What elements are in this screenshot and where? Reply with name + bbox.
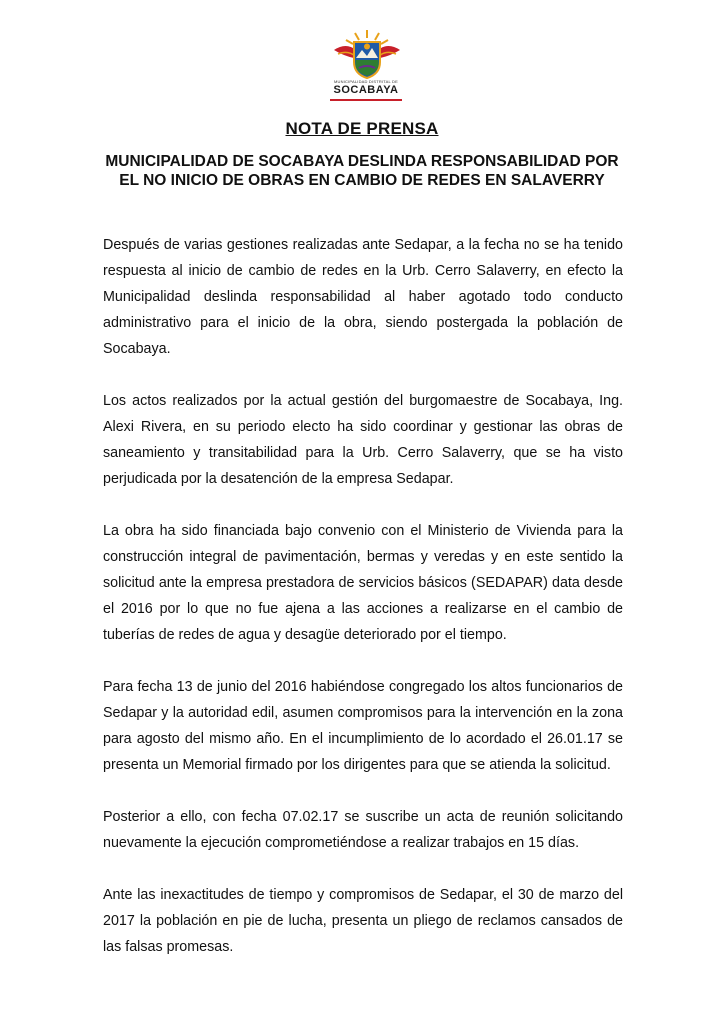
logo-underline <box>330 99 402 101</box>
paragraph: Ante las inexactitudes de tiempo y compromisos de Sedapar, el 30 de marzo del 2017 la población en pie de lucha, presenta un pliego de reclamos cansados de las falsas promesas. <box>103 887 623 955</box>
logo-caption: MUNICIPALIDAD DISTRITAL DE <box>333 79 399 84</box>
body-text <box>103 232 623 986</box>
crest-icon <box>326 28 408 80</box>
paragraph: Los actos realizados por la actual gestión del burgomaestre de Socabaya, Ing. Alexi Rivera, en su periodo electo ha sido coordinar y gestionar las obras de saneamiento y transitabilidad para la Urb. Cerro Salaverry, que se ha visto perjudicada por la desatención de la empresa Sedapar. <box>103 393 623 487</box>
document-title: NOTA DE PRENSA <box>285 119 439 138</box>
paragraph: Posterior a ello, con fecha 07.02.17 se suscribe un acta de reunión solicitando nuevamente la ejecución comprometiéndose a realizar trabajos en 15 días. <box>103 809 623 851</box>
paragraph: La obra ha sido financiada bajo convenio con el Ministerio de Vivienda para la construcción integral de pavimentación, bermas y veredas y en este sentido la solicitud ante la empresa prestadora de servicios básicos (SEDAPAR) data desde el 2016 por lo que no fue ajena a las acciones a realizarse en el cambio de tuberías de redes de agua y desagüe deteriorado por el tiempo. <box>103 523 623 643</box>
logo-name: SOCABAYA <box>333 84 399 96</box>
paragraph: Para fecha 13 de junio del 2016 habiéndose congregado los altos funcionarios de Sedapar y la autoridad edil, asumen compromisos para la intervención en la zona para agosto del mismo año. En el incumplimiento de lo acordado el 26.01.17 se presenta un Memorial firmado por los dirigentes para que se atienda la solicitud. <box>103 679 623 773</box>
headline: MUNICIPALIDAD DE SOCABAYA DESLINDA RESPONSABILIDAD POR EL NO INICIO DE OBRAS EN CAMBIO DE REDES EN SALAVERRY <box>105 153 619 189</box>
paragraph: Después de varias gestiones realizadas ante Sedapar, a la fecha no se ha tenido respuesta al inicio de cambio de redes en la Urb. Cerro Salaverry, en efecto la Municipalidad deslinda responsabilidad al haber agotado todo conducto administrativo para el inicio de la obra, siendo postergada la población de Socabaya. <box>103 237 623 357</box>
